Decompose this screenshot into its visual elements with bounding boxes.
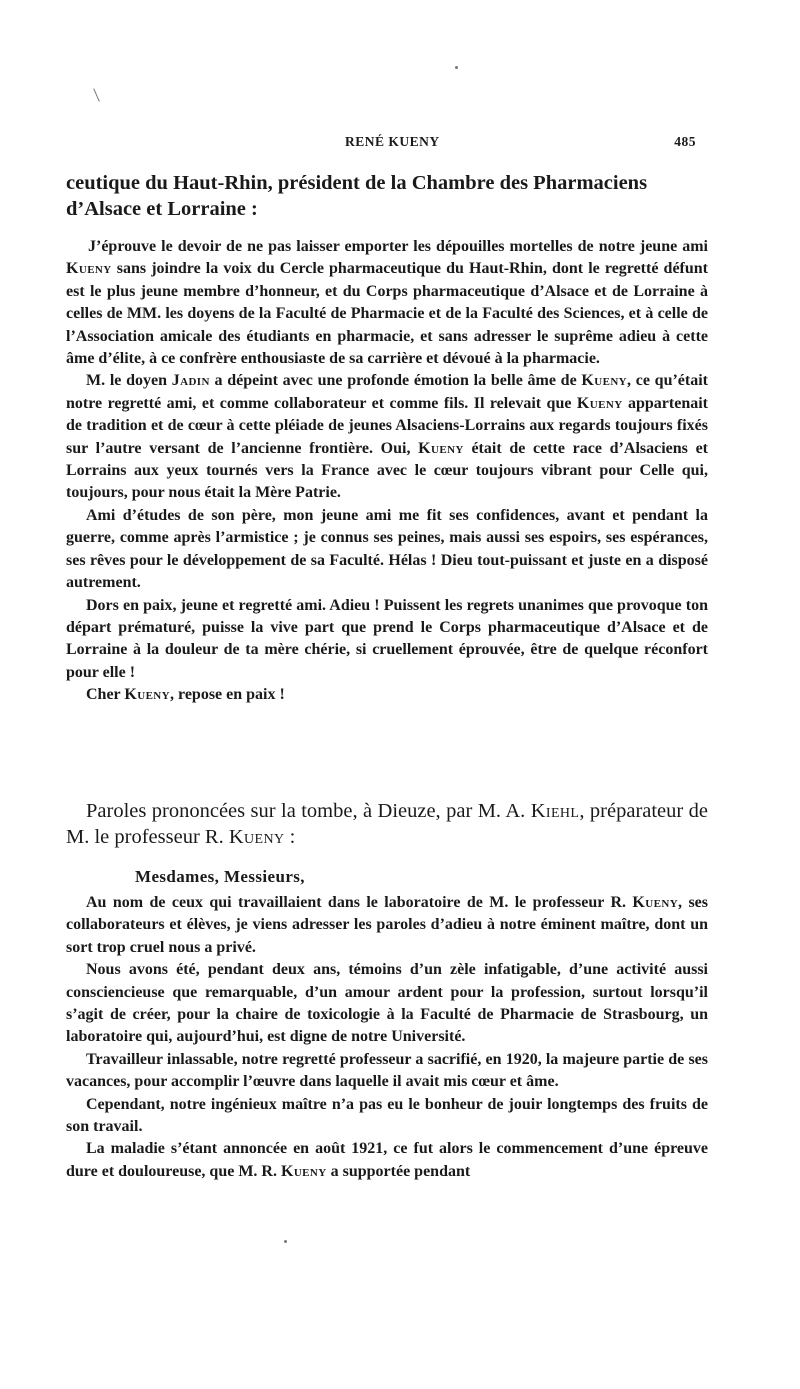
ink-speck (455, 66, 458, 69)
speech-second-paragraph-5: La maladie s’étant annoncée en août 1921, ce fut alors le commencement d’une épreuve dure et douloureuse, que M. R. Kueny a supportée pendant (66, 1140, 708, 1180)
name-kueny: Kueny (124, 686, 170, 704)
speech-second-paragraph-2: Nous avons été, pendant deux ans, témoins d’un zèle infatigable, d’une activité aussi consciencieuse que remarquable, d’un amour ardent pour la profession, surtout lorsqu’il s’agit de créer, pour la chaire de toxicologie à la Faculté de Pharmacie de Strasbourg, un laboratoire qui, aujourd’hui, est digne de notre Université. (66, 961, 708, 1046)
speech-second-paragraph-4: Cependant, notre ingénieux maître n’a pas eu le bonheur de jouir longtemps des fruits de son travail. (66, 1095, 708, 1136)
speech-first-paragraph-5: Cher Kueny, repose en paix ! (86, 686, 285, 704)
section-heading: Paroles prononcées sur la tombe, à Dieuze, par M. A. Kiehl, préparateur de M. le professeur R. Kueny : (66, 800, 709, 848)
name-kueny: Kueny (418, 439, 464, 457)
speech-first-paragraph-1: J’éprouve le devoir de ne pas laisser emporter les dépouilles mortelles de notre jeune ami Kueny sans joindre la voix du Cercle pharmaceutique du Haut-Rhin, dont le regretté défunt est le plus jeune membre d’honneur, et du Corps pharmaceutique d’Alsace et de Lorraine à celles de MM. les doyens de la Faculté de Pharmacie et de la Faculté des Sciences, et à celle de l’Association amicale des étudiants en pharmacie, et sans adresser le suprême adieu à cette âme d’élite, à ce confrère enthousiaste de sa carrière et dévoué à la pharmacie. (66, 238, 708, 368)
name-kueny: Kueny (581, 372, 628, 390)
name-kueny: Kueny (632, 894, 679, 911)
speech-second-paragraph-3: Travailleur inlassable, notre regretté professeur a sacrifié, en 1920, la majeure partie de ses vacances, pour accomplir l’œuvre dans laquelle il avait mis cœur et âme. (66, 1050, 708, 1091)
salutation: Mesdames, Messieurs, (135, 867, 305, 886)
speech-first-paragraph-2: M. le doyen Jadin a dépeint avec une profonde émotion la belle âme de Kueny, ce qu’était notre regretté ami, et comme collaborateur et comme fils. Il relevait que Kueny appartenait de tradition et de cœur à cette pléiade de jeunes Alsaciens-Lorrains aux regards toujours fixés sur l’autre versant de l’ancienne frontière. Oui, Kueny était de cette race d’Alsaciens et Lorrains aux yeux tournés vers la France avec le cœur toujours vibrant pour Celle qui, toujours, pour nous était la Mère Patrie. (66, 372, 709, 502)
intro-line: ceutique du Haut-Rhin, président de la Chambre des Pharmaciens d’Alsace et Lorraine : (66, 172, 648, 220)
speech-first (66, 236, 708, 707)
speech-first-paragraph-3: Ami d’études de son père, mon jeune ami me fit ses confidences, avant et pendant la guerre, comme après l’armistice ; je connus ses peines, mais aussi ses espoirs, ses espérances, ses rêves pour le développement de sa Faculté. Hélas ! Dieu tout-puissant et juste en a disposé autrement. (66, 506, 708, 592)
page-number: 485 (674, 134, 696, 149)
name-kueny: Kueny (280, 1162, 327, 1180)
name-kueny: Kueny (66, 260, 112, 278)
running-head (0, 134, 800, 154)
name-kiehl: Kiehl (530, 800, 580, 822)
ink-speck (284, 1240, 287, 1243)
ink-mark (93, 88, 100, 101)
name-jadin: Jadin (171, 372, 210, 390)
speech-second-paragraph-1: Au nom de ceux qui travaillaient dans le laboratoire de M. le professeur R. Kueny, ses collaborateurs et élèves, je viens adresser les paroles d’adieu à notre éminent maître, dont un sort trop cruel nous a privé. (66, 894, 708, 956)
running-title: RENÉ KUENY (345, 134, 440, 149)
speech-first-paragraph-4: Dors en paix, jeune et regretté ami. Adieu ! Puissent les regrets unanimes que provoque ton départ prématuré, puisse la vive part que prend le Corps pharmaceutique d’Alsace et de Lorraine à la douleur de ta mère chérie, si cruellement éprouvée, être de quelque réconfort pour elle ! (66, 596, 708, 681)
name-kueny: Kueny (228, 826, 285, 848)
speech-second (66, 892, 708, 1183)
name-kueny: Kueny (576, 394, 623, 412)
